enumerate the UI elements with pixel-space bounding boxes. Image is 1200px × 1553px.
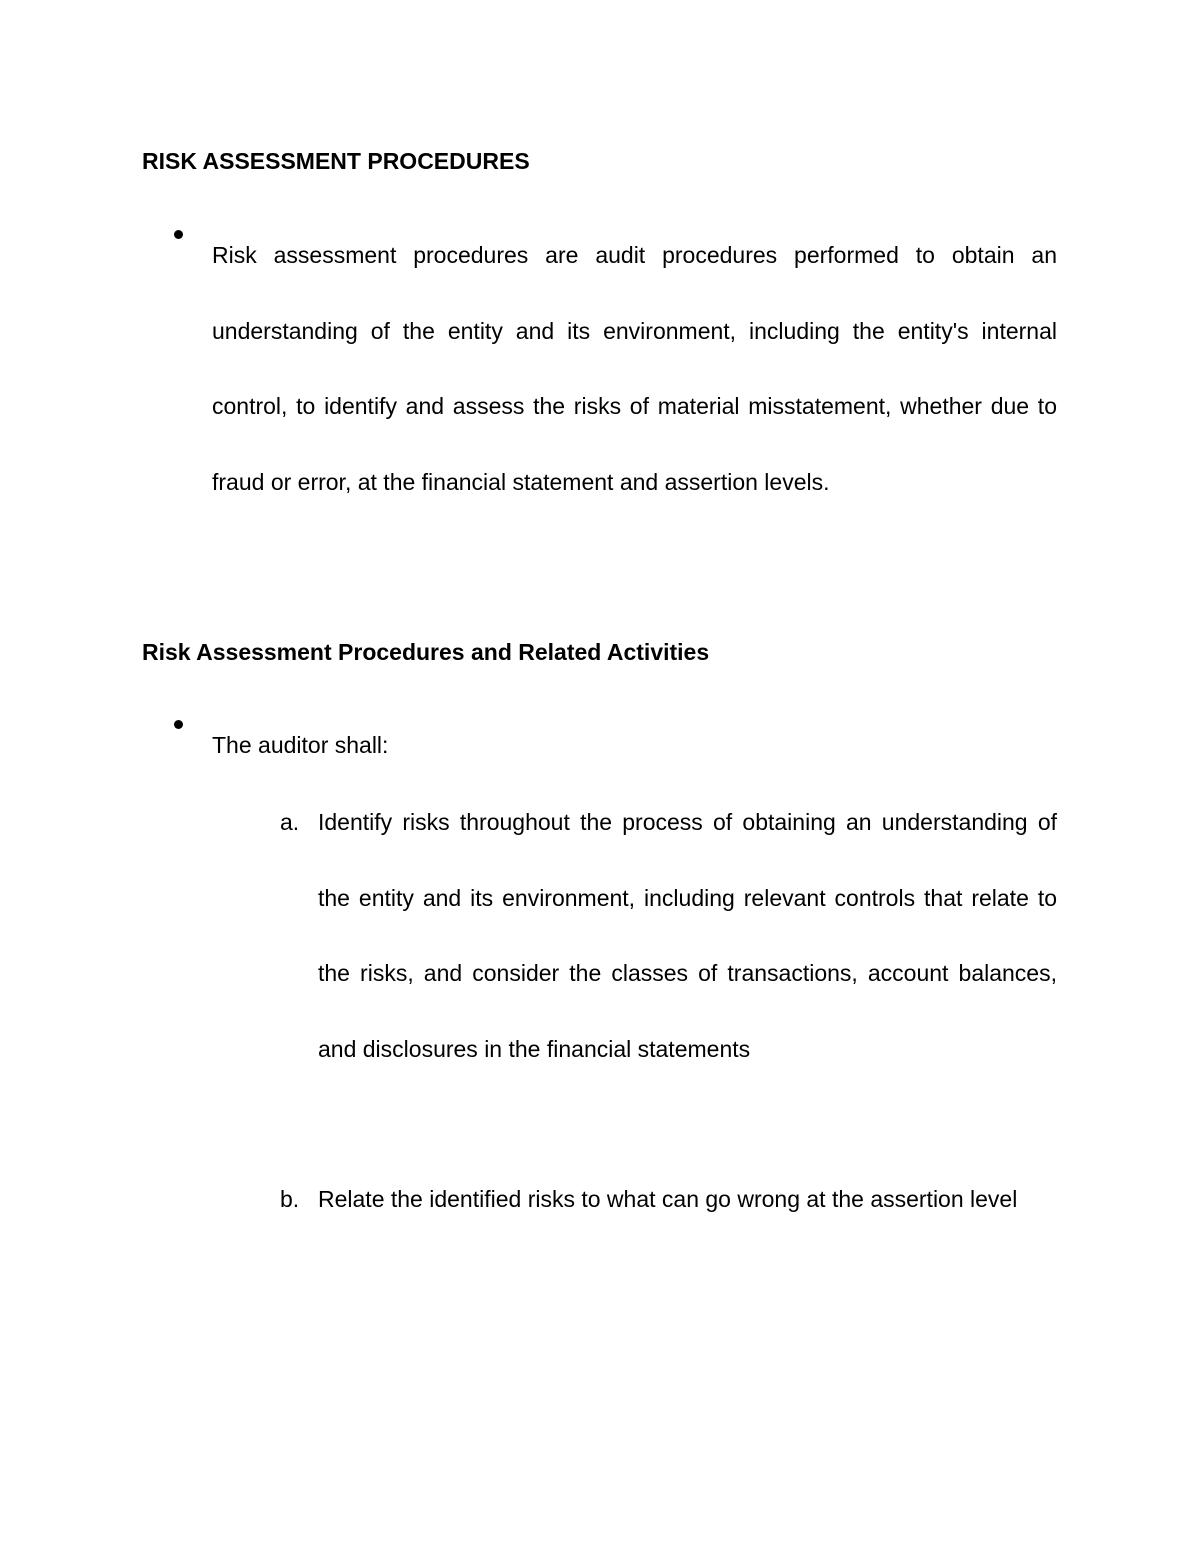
list-marker-a: a. — [280, 809, 300, 835]
list-marker-b: b. — [280, 1186, 300, 1212]
page-title: RISK ASSESSMENT PROCEDURES — [142, 148, 530, 174]
list-item-a — [280, 785, 1057, 1087]
list-text-b: Relate the identified risks to what can go wrong at the assertion level — [318, 1186, 1018, 1212]
bullet-item-auditor — [212, 708, 1057, 784]
bullet-icon — [174, 230, 183, 239]
list-item-b — [280, 1162, 1057, 1238]
bullet-item-definition — [212, 218, 1057, 520]
bullet-icon — [174, 720, 183, 729]
section-heading: Risk Assessment Procedures and Related Activities — [142, 639, 710, 665]
list-text-a: Identify risks throughout the process of obtaining an understanding of the entity and its environment, including relevant controls that relate to the risks, and consider the classes of transactions, account balances, and disclosures in the financial statements — [318, 809, 1057, 1062]
bullet-text-definition: Risk assessment procedures are audit procedures performed to obtain an understanding of the entity and its environment, including the entity's internal control, to identify and assess the risks of material misstatement, whether due to fraud or error, at the financial statement and assertion levels. — [212, 242, 1057, 495]
bullet-text-auditor: The auditor shall: — [212, 732, 389, 758]
